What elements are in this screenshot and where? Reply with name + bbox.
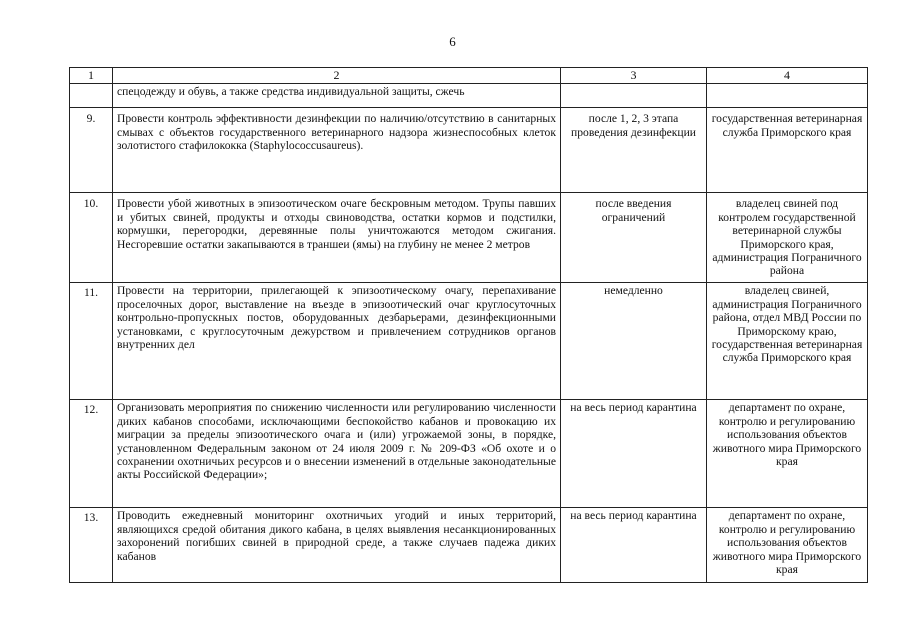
header-col-1: 1 xyxy=(70,68,113,84)
row-number: 10. xyxy=(70,193,113,283)
table-row xyxy=(70,508,868,583)
table-row xyxy=(70,193,868,283)
row-responsible: департамент по охране, контролю и регулированию использования объектов животного мира Приморского края xyxy=(707,508,868,583)
row-responsible: владелец свиней под контролем государственной ветеринарной службы Приморского края, администрация Пограничного района xyxy=(707,193,868,283)
row-number: 12. xyxy=(70,400,113,508)
row-task: Провести убой животных в эпизоотическом очаге бескровным методом. Трупы павших и убитых свиней, продукты и отходы свиноводства, остатки кормов и подстилки, кормушки, перегородки, деревянные полы уничтожаются методом сжигания. Несгоревшие остатки закапываются в траншеи (ямы) на глубину не менее 2 метров xyxy=(113,193,561,283)
row-number: 11. xyxy=(70,283,113,400)
row-term: после введения ограничений xyxy=(561,193,707,283)
page-number: 6 xyxy=(449,34,456,49)
row-responsible: владелец свиней, администрация Пограничного района, отдел МВД России по Приморскому краю, государственная ветеринарная служба Приморского края xyxy=(707,283,868,400)
row-term: на весь период карантина xyxy=(561,400,707,508)
header-col-4: 4 xyxy=(707,68,868,84)
row-task: Организовать мероприятия по снижению численности или регулированию численности диких кабанов способами, исключающими беспокойство кабанов и провокацию их миграции за пределы эпизоотического очага и (или) угрожаемой зоны, в порядке, установленном Федеральным законом от 24 июля 2009 г. № 209-ФЗ «Об охоте и о сохранении охотничьих ресурсов и о внесении изменений в отдельные законодательные акты Российской Федерации»; xyxy=(113,400,561,508)
row-responsible xyxy=(707,84,868,108)
row-task: Провести контроль эффективности дезинфекции по наличию/отсутствию в санитарных смывах с объектов государственного ветеринарного надзора жизнеспособных клеток золотистого стафилококка (Staphylococcusaureus). xyxy=(113,108,561,193)
table-row-continuation xyxy=(70,84,868,108)
row-number: 13. xyxy=(70,508,113,583)
row-term: после 1, 2, 3 этапа проведения дезинфекции xyxy=(561,108,707,193)
row-task: Провести на территории, прилегающей к эпизоотическому очагу, перепахивание проселочных дорог, выставление на въезде в эпизоотический очаг круглосуточных контрольно-пропускных постов, оборудованных дезбарьерами, дезинфекционными установками, с круглосуточным дежурством и привлечением сотрудников органов внутренних дел xyxy=(113,283,561,400)
row-number xyxy=(70,84,113,108)
header-col-2: 2 xyxy=(113,68,561,84)
table-row xyxy=(70,283,868,400)
measures-table xyxy=(69,67,868,583)
row-responsible: государственная ветеринарная служба Приморского края xyxy=(707,108,868,193)
table-row xyxy=(70,400,868,508)
row-term: немедленно xyxy=(561,283,707,400)
table-header-row xyxy=(70,68,868,84)
table-row xyxy=(70,108,868,193)
row-term xyxy=(561,84,707,108)
row-task: Проводить ежедневный мониторинг охотничьих угодий и иных территорий, являющихся средой обитания дикого кабана, в целях выявления несанкционированных захоронений погибших свиней в природной среде, а также случаев падежа диких кабанов xyxy=(113,508,561,583)
row-term: на весь период карантина xyxy=(561,508,707,583)
header-col-3: 3 xyxy=(561,68,707,84)
row-responsible: департамент по охране, контролю и регулированию использования объектов животного мира Приморского края xyxy=(707,400,868,508)
row-task: спецодежду и обувь, а также средства индивидуальной защиты, сжечь xyxy=(113,84,561,108)
row-number: 9. xyxy=(70,108,113,193)
